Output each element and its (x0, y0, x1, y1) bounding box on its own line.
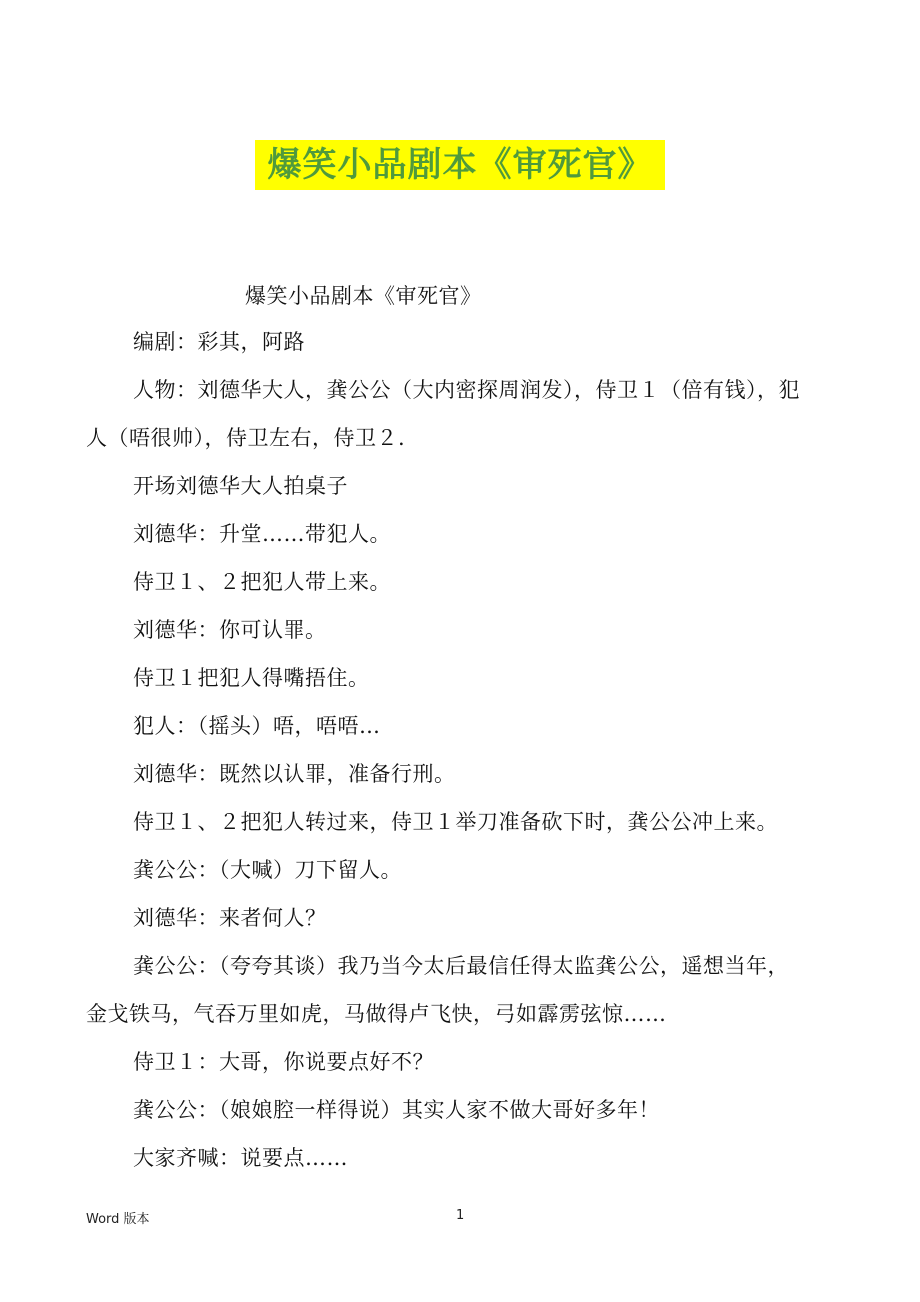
paragraph-line: 开场刘德华大人拍桌子 (133, 474, 348, 498)
paragraph-line: 龚公公：（娘娘腔一样得说）其实人家不做大哥好多年！ (133, 1098, 660, 1122)
document-title: 爆笑小品剧本《审死官》 (267, 145, 653, 185)
page-number: 1 (456, 1208, 465, 1223)
paragraph-line: 刘德华：你可认罪。 (133, 618, 327, 642)
footer-label: Word 版本 (86, 1212, 150, 1227)
paragraph-line: 龚公公：（夸夸其谈）我乃当今太后最信任得太监龚公公，遥想当年， (133, 954, 789, 978)
title-highlight (255, 140, 665, 190)
subtitle: 爆笑小品剧本《审死官》 (245, 284, 482, 308)
paragraph-line: 刘德华：既然以认罪，准备行刑。 (133, 762, 456, 786)
paragraph-line: 刘德华：升堂……带犯人。 (133, 522, 391, 546)
paragraph-line: 人（唔很帅），侍卫左右，侍卫２. (86, 426, 406, 450)
paragraph-line: 龚公公：（大喊）刀下留人。 (133, 858, 402, 882)
paragraph-line: 侍卫１、２把犯人带上来。 (133, 570, 391, 594)
paragraph-line: 大家齐喊：说要点…… (133, 1146, 348, 1170)
paragraph-line: 金戈铁马，气吞万里如虎，马做得卢飞快，弓如霹雳弦惊…… (86, 1002, 667, 1026)
paragraph-line: 侍卫１把犯人得嘴捂住。 (133, 666, 370, 690)
paragraph-line: 侍卫１、２把犯人转过来，侍卫１举刀准备砍下时，龚公公冲上来。 (133, 810, 778, 834)
paragraph-line: 刘德华：来者何人？ (133, 906, 327, 930)
paragraph-line: 犯人：（摇头）唔，唔唔… (133, 714, 381, 738)
paragraph-line: 编剧：彩其，阿路 (133, 330, 305, 354)
paragraph-line: 侍卫１：大哥，你说要点好不？ (133, 1050, 434, 1074)
paragraph-line: 人物：刘德华大人，龚公公（大内密探周润发），侍卫１（倍有钱），犯 (133, 378, 800, 402)
